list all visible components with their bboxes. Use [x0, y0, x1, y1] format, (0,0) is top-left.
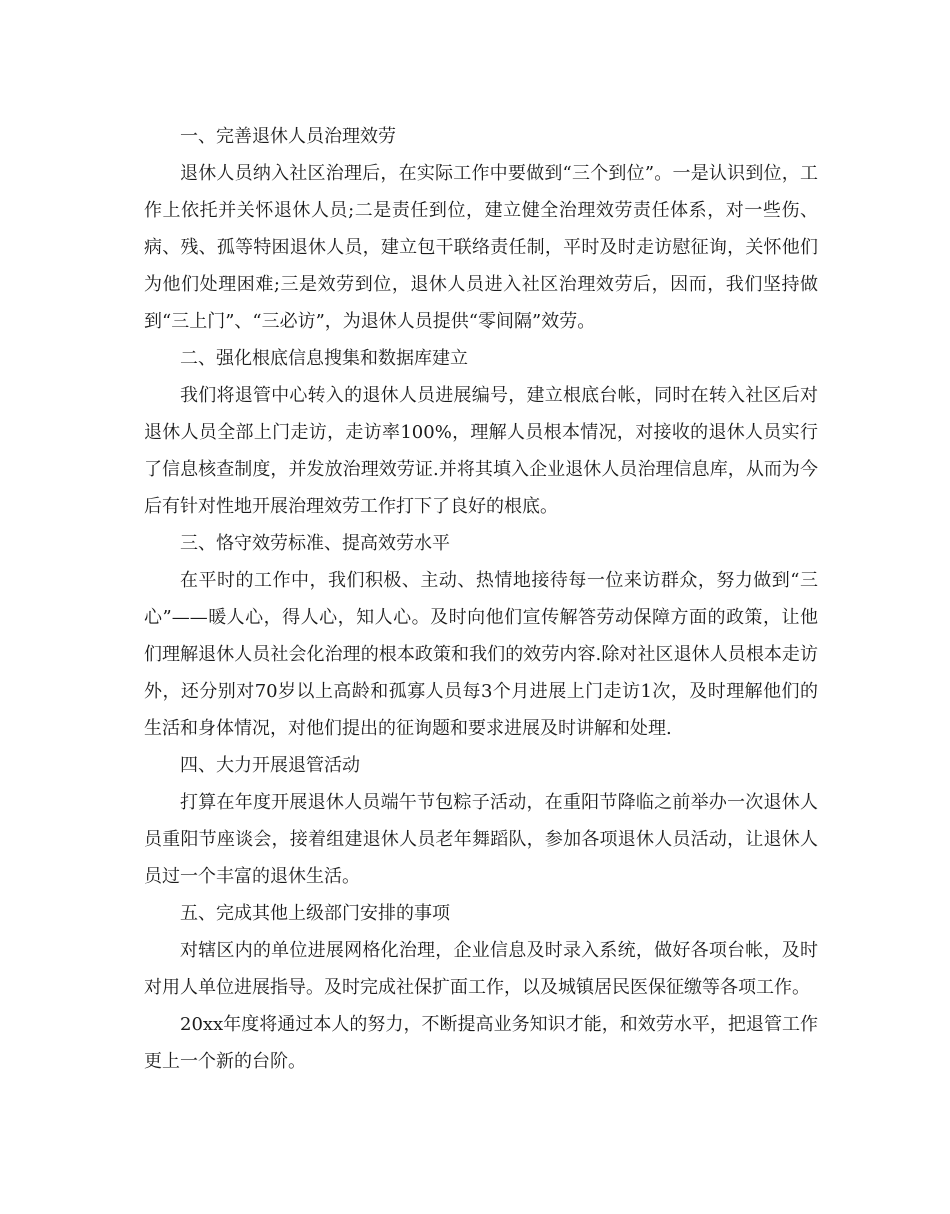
section-heading-4: 四、大力开展退管活动 — [180, 755, 360, 776]
section-heading-1: 一、完善退休人员治理效劳 — [180, 126, 396, 147]
section-paragraph-4: 打算在年度开展退休人员端午节包粽子活动，在重阳节降临之前举办一次退休人员重阳节座谈会，接着组建退休人员老年舞蹈队，参加各项退休人员活动，让退休人员过一个丰富的退休生活。 — [144, 792, 818, 887]
section-heading-2: 二、强化根底信息搜集和数据库建立 — [180, 348, 468, 369]
section-paragraph-1: 退休人员纳入社区治理后，在实际工作中要做到“三个到位”。一是认识到位，工作上依托并关怀退休人员;二是责任到位，建立健全治理效劳责任体系，对一些伤、病、残、孤等特困退休人员，建立包干联络责任制，平时及时走访慰征询，关怀他们为他们处理困难;三是效劳到位，退休人员进入社区治理效劳后，因而，我们坚持做到“三上门”、“三必访”，为退休人员提供“零间隔”效劳。 — [144, 163, 818, 332]
document-body — [144, 118, 818, 1080]
section-paragraph-5: 对辖区内的单位进展网格化治理，企业信息及时录入系统，做好各项台帐，及时对用人单位进展指导。及时完成社保扩面工作，以及城镇居民医保征缴等各项工作。 — [144, 940, 818, 998]
closing-paragraph: 20xx年度将通过本人的努力，不断提高业务知识才能，和效劳水平，把退管工作更上一个新的台阶。 — [144, 1014, 818, 1072]
section-paragraph-3: 在平时的工作中，我们积极、主动、热情地接待每一位来访群众，努力做到“三心”——暖人心，得人心，知人心。及时向他们宣传解答劳动保障方面的政策，让他们理解退休人员社会化治理的根本政策和我们的效劳内容.除对社区退休人员根本走访外，还分别对70岁以上高龄和孤寡人员每3个月进展上门走访1次，及时理解他们的生活和身体情况，对他们提出的征询题和要求进展及时讲解和处理. — [144, 570, 818, 739]
section-heading-3: 三、恪守效劳标准、提高效劳水平 — [180, 533, 450, 554]
section-heading-5: 五、完成其他上级部门安排的事项 — [180, 903, 450, 924]
section-paragraph-2: 我们将退管中心转入的退休人员进展编号，建立根底台帐，同时在转入社区后对退休人员全部上门走访，走访率100%，理解人员根本情况，对接收的退休人员实行了信息核查制度，并发放治理效劳证.并将其填入企业退休人员治理信息库，从而为今后有针对性地开展治理效劳工作打下了良好的根底。 — [144, 385, 818, 517]
